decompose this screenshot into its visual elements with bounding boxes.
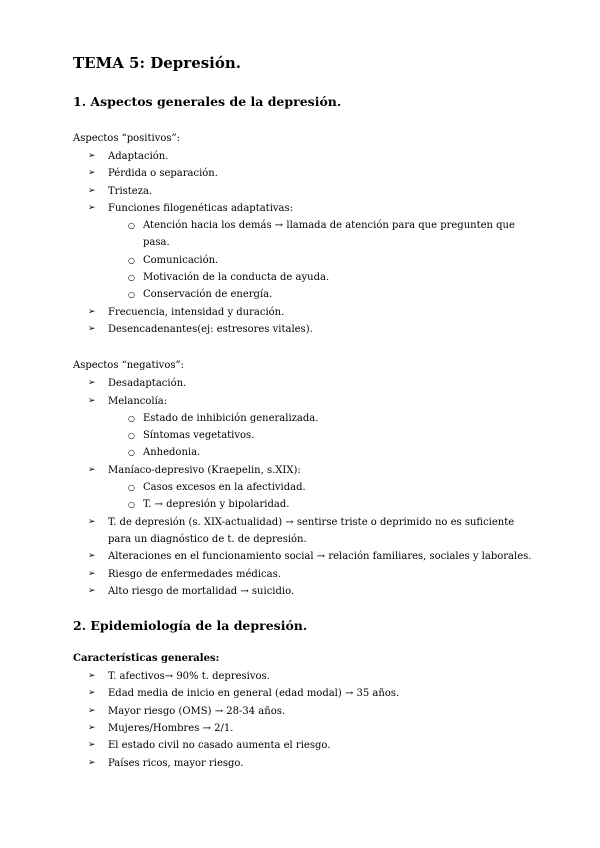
list-item: [73, 755, 540, 772]
list-item-text: Maníaco-depresivo (Kraepelin, s.XIX):: [108, 464, 301, 476]
caracteristicas-label: Características generales:: [73, 653, 220, 665]
positivos-label: Aspectos “positivos”:: [73, 133, 180, 144]
sub-list-item: ○ Conservación de energía.: [108, 286, 540, 303]
list-item-text: T. afectivos→ 90% t. depresivos.: [108, 671, 270, 683]
list-item: [73, 720, 540, 737]
list-item: [73, 583, 540, 600]
list-item-text: Desadaptación.: [108, 378, 187, 390]
list-item-text: Edad media de inicio en general (edad modal) → 35 años.: [108, 688, 400, 700]
list-item-text: Alto riesgo de mortalidad → suicidio.: [108, 585, 295, 597]
sub-list: [108, 479, 540, 514]
list-item: [73, 703, 540, 720]
list-item: [73, 148, 540, 165]
list-item-text: Melancolía:: [108, 395, 168, 407]
sub-list-item: ○ Casos excesos en la afectividad.: [108, 479, 540, 496]
list-item-text: El estado civil no casado aumenta el riesgo.: [108, 740, 331, 752]
section-1-heading: 1. Aspectos generales de la depresión.: [73, 94, 342, 109]
sub-list: [108, 217, 540, 303]
list-item-text: Desencadenantes(ej: estresores vitales).: [108, 323, 313, 335]
list-item-text: Tristeza.: [108, 185, 153, 197]
sub-list-item: ○ Atención hacia los demás → llamada de atención para que pregunten que pasa.: [108, 217, 540, 252]
list-item: [73, 514, 540, 549]
negativos-label: Aspectos “negativos”:: [73, 360, 184, 372]
list-item: [73, 200, 540, 304]
sub-list-item: ○ T. → depresión y bipolaridad.: [108, 496, 540, 513]
list-item: [73, 165, 540, 182]
positivos-list: [73, 148, 540, 338]
list-item: [73, 668, 540, 685]
negativos-list: [73, 375, 540, 600]
list-item: [73, 183, 540, 200]
caracteristicas-list: [73, 668, 540, 772]
list-item-text: T. de depresión (s. XIX-actualidad) → sentirse triste o deprimido no es suficiente para un diagnóstico de t. de depresión.: [108, 516, 515, 545]
list-item-text: Países ricos, mayor riesgo.: [108, 757, 244, 769]
list-item: [73, 375, 540, 392]
list-item-text: Funciones filogenéticas adaptativas:: [108, 202, 293, 214]
sub-list-item: ○ Síntomas vegetativos.: [108, 427, 540, 444]
list-item: [73, 737, 540, 754]
list-item: [73, 393, 540, 462]
list-item-text: Alteraciones en el funcionamiento social → relación familiares, sociales y laborales.: [108, 551, 532, 563]
sub-list-item: ○ Anhedonia.: [108, 444, 540, 461]
list-item: [73, 548, 540, 565]
list-item: [73, 566, 540, 583]
list-item-text: Frecuencia, intensidad y duración.: [108, 306, 285, 318]
list-item: [73, 321, 540, 338]
sub-list: [108, 410, 540, 462]
section-2-heading: 2. Epidemiología de la depresión.: [73, 618, 308, 634]
list-item-text: Mujeres/Hombres → 2/1.: [108, 723, 234, 735]
list-item-text: Pérdida o separación.: [108, 168, 218, 180]
list-item: [73, 685, 540, 702]
list-item: [73, 304, 540, 321]
page-title: TEMA 5: Depresión.: [73, 54, 242, 72]
list-item-text: Mayor riesgo (OMS) → 28-34 años.: [108, 705, 286, 717]
list-item-text: Adaptación.: [108, 151, 169, 162]
list-item: [73, 462, 540, 514]
sub-list-item: ○ Comunicación.: [108, 252, 540, 269]
list-item-text: Riesgo de enfermedades médicas.: [108, 568, 281, 580]
sub-list-item: ○ Estado de inhibición generalizada.: [108, 410, 540, 427]
sub-list-item: ○ Motivación de la conducta de ayuda.: [108, 269, 540, 286]
